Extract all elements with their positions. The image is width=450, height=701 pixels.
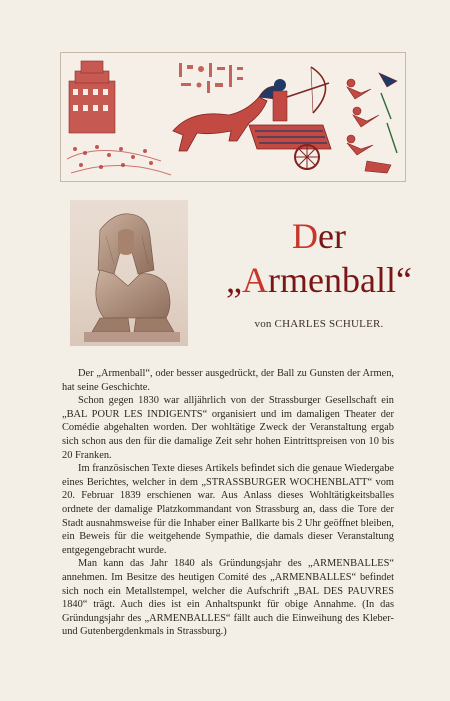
paragraph-4: Man kann das Jahr 1840 als Gründungsjahr des „ARMENBALLES“ annehmen. Im Besitze des heutigen Comité des „ARMENBALLES“ befindet sich noch ein Metallstempel, welcher die Aufschrift „BAL DES PAUVRES 1840“ trägt. Auch dies ist ein Anhaltspunkt für obige Annahme. (In das Gründungsjahr des „ARMENBALLES“ fällt auch die Einweihung des Kleber- und Gutenbergdenkmals in Strassburg.) <box>62 558 394 638</box>
title-line2-prefix: „ <box>226 259 243 300</box>
frieze-drawing <box>61 53 405 181</box>
sphinx-drawing <box>70 200 188 346</box>
author-byline: von CHARLES SCHULER. <box>254 318 384 330</box>
title-line-2 <box>205 259 433 300</box>
egyptian-frieze-illustration <box>60 52 406 182</box>
sphinx-photograph <box>70 200 188 346</box>
title-line1-rest: er <box>318 216 346 256</box>
article-body <box>62 367 394 639</box>
title-line-1 <box>205 218 433 256</box>
article-title <box>205 218 433 300</box>
paragraph-2: Schon gegen 1830 war alljährlich von der Strassburger Gesellschaft ein „BAL POUR LES INDIGENTS“ organisiert und im damaligen Theater der Comédie abgehalten worden. Der wohltätige Zweck der Veranstaltung ergab sich schon aus den für die damalige Zeit sehr hohen Eintrittspreisen von 10 bis 20 Franken. <box>62 395 394 461</box>
paragraph-3: Im französischen Texte dieses Artikels befindet sich die genaue Wiedergabe eines Berichtes, welcher in dem „STRASSBURGER WOCHENBLATT“ vom 20. Februar 1839 erschienen war. Aus Anlass dieses Wohltätigkeitsballes ordnete der damalige Platzkommandant von Strassburg an, dass die Tore der Stadt ausnahmsweise für die Inhaber einer Ballkarte bis 2 Uhr geöffnet bleiben, ein Beweis für die weitgehende Sympathie, die damals dieser Veranstaltung entgegengebracht wurde. <box>62 463 394 556</box>
title-line2-rest: rmenball“ <box>268 259 412 300</box>
paragraph-1: Der „Armenball“, oder besser ausgedrückt, der Ball zu Gunsten der Armen, hat seine Geschichte. <box>62 368 394 393</box>
title-initial-d: D <box>292 216 319 256</box>
title-initial-a: A <box>242 259 269 300</box>
